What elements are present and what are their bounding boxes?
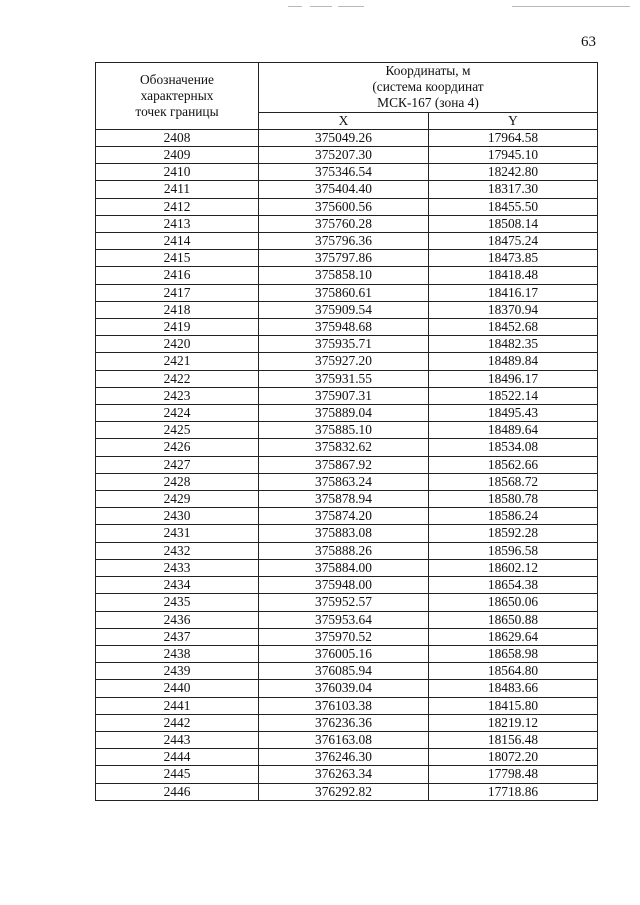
y-value-cell: 18580.78 [429, 491, 598, 508]
x-value-cell: 375600.56 [259, 198, 429, 215]
y-value-cell: 18370.94 [429, 301, 598, 318]
x-value-cell: 375863.24 [259, 473, 429, 490]
table-row [96, 749, 598, 766]
scan-artifact [288, 6, 302, 7]
header-y: Y [429, 112, 598, 129]
point-id-cell: 2432 [96, 542, 259, 559]
x-value-cell: 375948.00 [259, 577, 429, 594]
point-id-cell: 2439 [96, 663, 259, 680]
point-id-cell: 2417 [96, 284, 259, 301]
point-id-cell: 2418 [96, 301, 259, 318]
y-value-cell: 18602.12 [429, 559, 598, 576]
table-row [96, 577, 598, 594]
table-row [96, 301, 598, 318]
point-id-cell: 2410 [96, 164, 259, 181]
point-id-cell: 2431 [96, 525, 259, 542]
point-id-cell: 2445 [96, 766, 259, 783]
table-row [96, 508, 598, 525]
point-id-cell: 2412 [96, 198, 259, 215]
point-id-cell: 2427 [96, 456, 259, 473]
y-value-cell: 18496.17 [429, 370, 598, 387]
x-value-cell: 375207.30 [259, 147, 429, 164]
table-row [96, 731, 598, 748]
x-value-cell: 375760.28 [259, 215, 429, 232]
x-value-cell: 376236.36 [259, 714, 429, 731]
x-value-cell: 376085.94 [259, 663, 429, 680]
table-row [96, 250, 598, 267]
x-value-cell: 375931.55 [259, 370, 429, 387]
point-id-cell: 2425 [96, 422, 259, 439]
x-value-cell: 375404.40 [259, 181, 429, 198]
scan-artifact [512, 6, 630, 7]
point-id-cell: 2443 [96, 731, 259, 748]
y-value-cell: 18650.88 [429, 611, 598, 628]
y-value-cell: 18495.43 [429, 405, 598, 422]
point-id-cell: 2411 [96, 181, 259, 198]
header-coordinates: Координаты, м (система координат МСК-167 (зона 4) [259, 63, 598, 113]
y-value-cell: 18658.98 [429, 645, 598, 662]
point-id-cell: 2414 [96, 233, 259, 250]
table-row [96, 491, 598, 508]
table-row [96, 319, 598, 336]
x-value-cell: 375049.26 [259, 129, 429, 146]
table-row [96, 233, 598, 250]
table-row [96, 439, 598, 456]
y-value-cell: 17964.58 [429, 129, 598, 146]
table-row [96, 714, 598, 731]
x-value-cell: 375953.64 [259, 611, 429, 628]
table-row [96, 680, 598, 697]
table-row [96, 456, 598, 473]
table-row [96, 387, 598, 404]
x-value-cell: 376005.16 [259, 645, 429, 662]
point-id-cell: 2424 [96, 405, 259, 422]
table-header-row [96, 63, 598, 113]
point-id-cell: 2426 [96, 439, 259, 456]
x-value-cell: 376292.82 [259, 783, 429, 800]
x-value-cell: 375952.57 [259, 594, 429, 611]
table-row [96, 336, 598, 353]
y-value-cell: 18534.08 [429, 439, 598, 456]
x-value-cell: 375878.94 [259, 491, 429, 508]
table-row [96, 783, 598, 800]
table-row [96, 215, 598, 232]
point-id-cell: 2444 [96, 749, 259, 766]
point-id-cell: 2437 [96, 628, 259, 645]
x-value-cell: 375888.26 [259, 542, 429, 559]
table-row [96, 129, 598, 146]
y-value-cell: 18415.80 [429, 697, 598, 714]
y-value-cell: 18219.12 [429, 714, 598, 731]
page-number: 63 [581, 34, 596, 50]
table-row [96, 164, 598, 181]
y-value-cell: 18416.17 [429, 284, 598, 301]
y-value-cell: 18596.58 [429, 542, 598, 559]
point-id-cell: 2442 [96, 714, 259, 731]
point-id-cell: 2422 [96, 370, 259, 387]
y-value-cell: 18418.48 [429, 267, 598, 284]
x-value-cell: 376103.38 [259, 697, 429, 714]
header-point-label: Обозначение характерных точек границы [96, 63, 259, 130]
y-value-cell: 18242.80 [429, 164, 598, 181]
x-value-cell: 375909.54 [259, 301, 429, 318]
x-value-cell: 375858.10 [259, 267, 429, 284]
y-value-cell: 17718.86 [429, 783, 598, 800]
y-value-cell: 18654.38 [429, 577, 598, 594]
x-value-cell: 375883.08 [259, 525, 429, 542]
point-id-cell: 2408 [96, 129, 259, 146]
y-value-cell: 18489.84 [429, 353, 598, 370]
x-value-cell: 375907.31 [259, 387, 429, 404]
table-row [96, 473, 598, 490]
x-value-cell: 376039.04 [259, 680, 429, 697]
point-id-cell: 2420 [96, 336, 259, 353]
point-id-cell: 2413 [96, 215, 259, 232]
scan-artifact [338, 6, 364, 7]
point-id-cell: 2430 [96, 508, 259, 525]
table-row [96, 525, 598, 542]
table-row [96, 267, 598, 284]
point-id-cell: 2416 [96, 267, 259, 284]
x-value-cell: 375970.52 [259, 628, 429, 645]
table-row [96, 181, 598, 198]
point-id-cell: 2441 [96, 697, 259, 714]
point-id-cell: 2429 [96, 491, 259, 508]
table-row [96, 697, 598, 714]
table-row [96, 405, 598, 422]
table-row [96, 147, 598, 164]
y-value-cell: 18482.35 [429, 336, 598, 353]
scan-artifact [310, 6, 332, 7]
point-id-cell: 2446 [96, 783, 259, 800]
x-value-cell: 375889.04 [259, 405, 429, 422]
table-row [96, 370, 598, 387]
y-value-cell: 17798.48 [429, 766, 598, 783]
y-value-cell: 18522.14 [429, 387, 598, 404]
y-value-cell: 18473.85 [429, 250, 598, 267]
point-id-cell: 2435 [96, 594, 259, 611]
y-value-cell: 18592.28 [429, 525, 598, 542]
point-id-cell: 2415 [96, 250, 259, 267]
table-row [96, 422, 598, 439]
y-value-cell: 18072.20 [429, 749, 598, 766]
x-value-cell: 375796.36 [259, 233, 429, 250]
y-value-cell: 18562.66 [429, 456, 598, 473]
y-value-cell: 17945.10 [429, 147, 598, 164]
x-value-cell: 375885.10 [259, 422, 429, 439]
y-value-cell: 18475.24 [429, 233, 598, 250]
x-value-cell: 375884.00 [259, 559, 429, 576]
y-value-cell: 18452.68 [429, 319, 598, 336]
point-id-cell: 2438 [96, 645, 259, 662]
table-row [96, 198, 598, 215]
point-id-cell: 2436 [96, 611, 259, 628]
table-row [96, 628, 598, 645]
point-id-cell: 2440 [96, 680, 259, 697]
table-row [96, 559, 598, 576]
x-value-cell: 375346.54 [259, 164, 429, 181]
coordinates-table [95, 62, 598, 801]
header-x: X [259, 112, 429, 129]
y-value-cell: 18568.72 [429, 473, 598, 490]
y-value-cell: 18586.24 [429, 508, 598, 525]
table-row [96, 594, 598, 611]
table-body [96, 129, 598, 800]
y-value-cell: 18564.80 [429, 663, 598, 680]
x-value-cell: 375948.68 [259, 319, 429, 336]
table-row [96, 611, 598, 628]
x-value-cell: 376263.34 [259, 766, 429, 783]
x-value-cell: 376163.08 [259, 731, 429, 748]
x-value-cell: 375797.86 [259, 250, 429, 267]
point-id-cell: 2409 [96, 147, 259, 164]
point-id-cell: 2419 [96, 319, 259, 336]
point-id-cell: 2433 [96, 559, 259, 576]
point-id-cell: 2428 [96, 473, 259, 490]
x-value-cell: 375832.62 [259, 439, 429, 456]
y-value-cell: 18629.64 [429, 628, 598, 645]
table-row [96, 663, 598, 680]
x-value-cell: 375927.20 [259, 353, 429, 370]
y-value-cell: 18156.48 [429, 731, 598, 748]
x-value-cell: 375860.61 [259, 284, 429, 301]
table-row [96, 284, 598, 301]
point-id-cell: 2421 [96, 353, 259, 370]
y-value-cell: 18483.66 [429, 680, 598, 697]
x-value-cell: 376246.30 [259, 749, 429, 766]
y-value-cell: 18489.64 [429, 422, 598, 439]
x-value-cell: 375935.71 [259, 336, 429, 353]
y-value-cell: 18455.50 [429, 198, 598, 215]
table-row [96, 353, 598, 370]
table-row [96, 542, 598, 559]
point-id-cell: 2423 [96, 387, 259, 404]
x-value-cell: 375867.92 [259, 456, 429, 473]
table-row [96, 766, 598, 783]
table-row [96, 645, 598, 662]
y-value-cell: 18650.06 [429, 594, 598, 611]
point-id-cell: 2434 [96, 577, 259, 594]
y-value-cell: 18317.30 [429, 181, 598, 198]
y-value-cell: 18508.14 [429, 215, 598, 232]
x-value-cell: 375874.20 [259, 508, 429, 525]
